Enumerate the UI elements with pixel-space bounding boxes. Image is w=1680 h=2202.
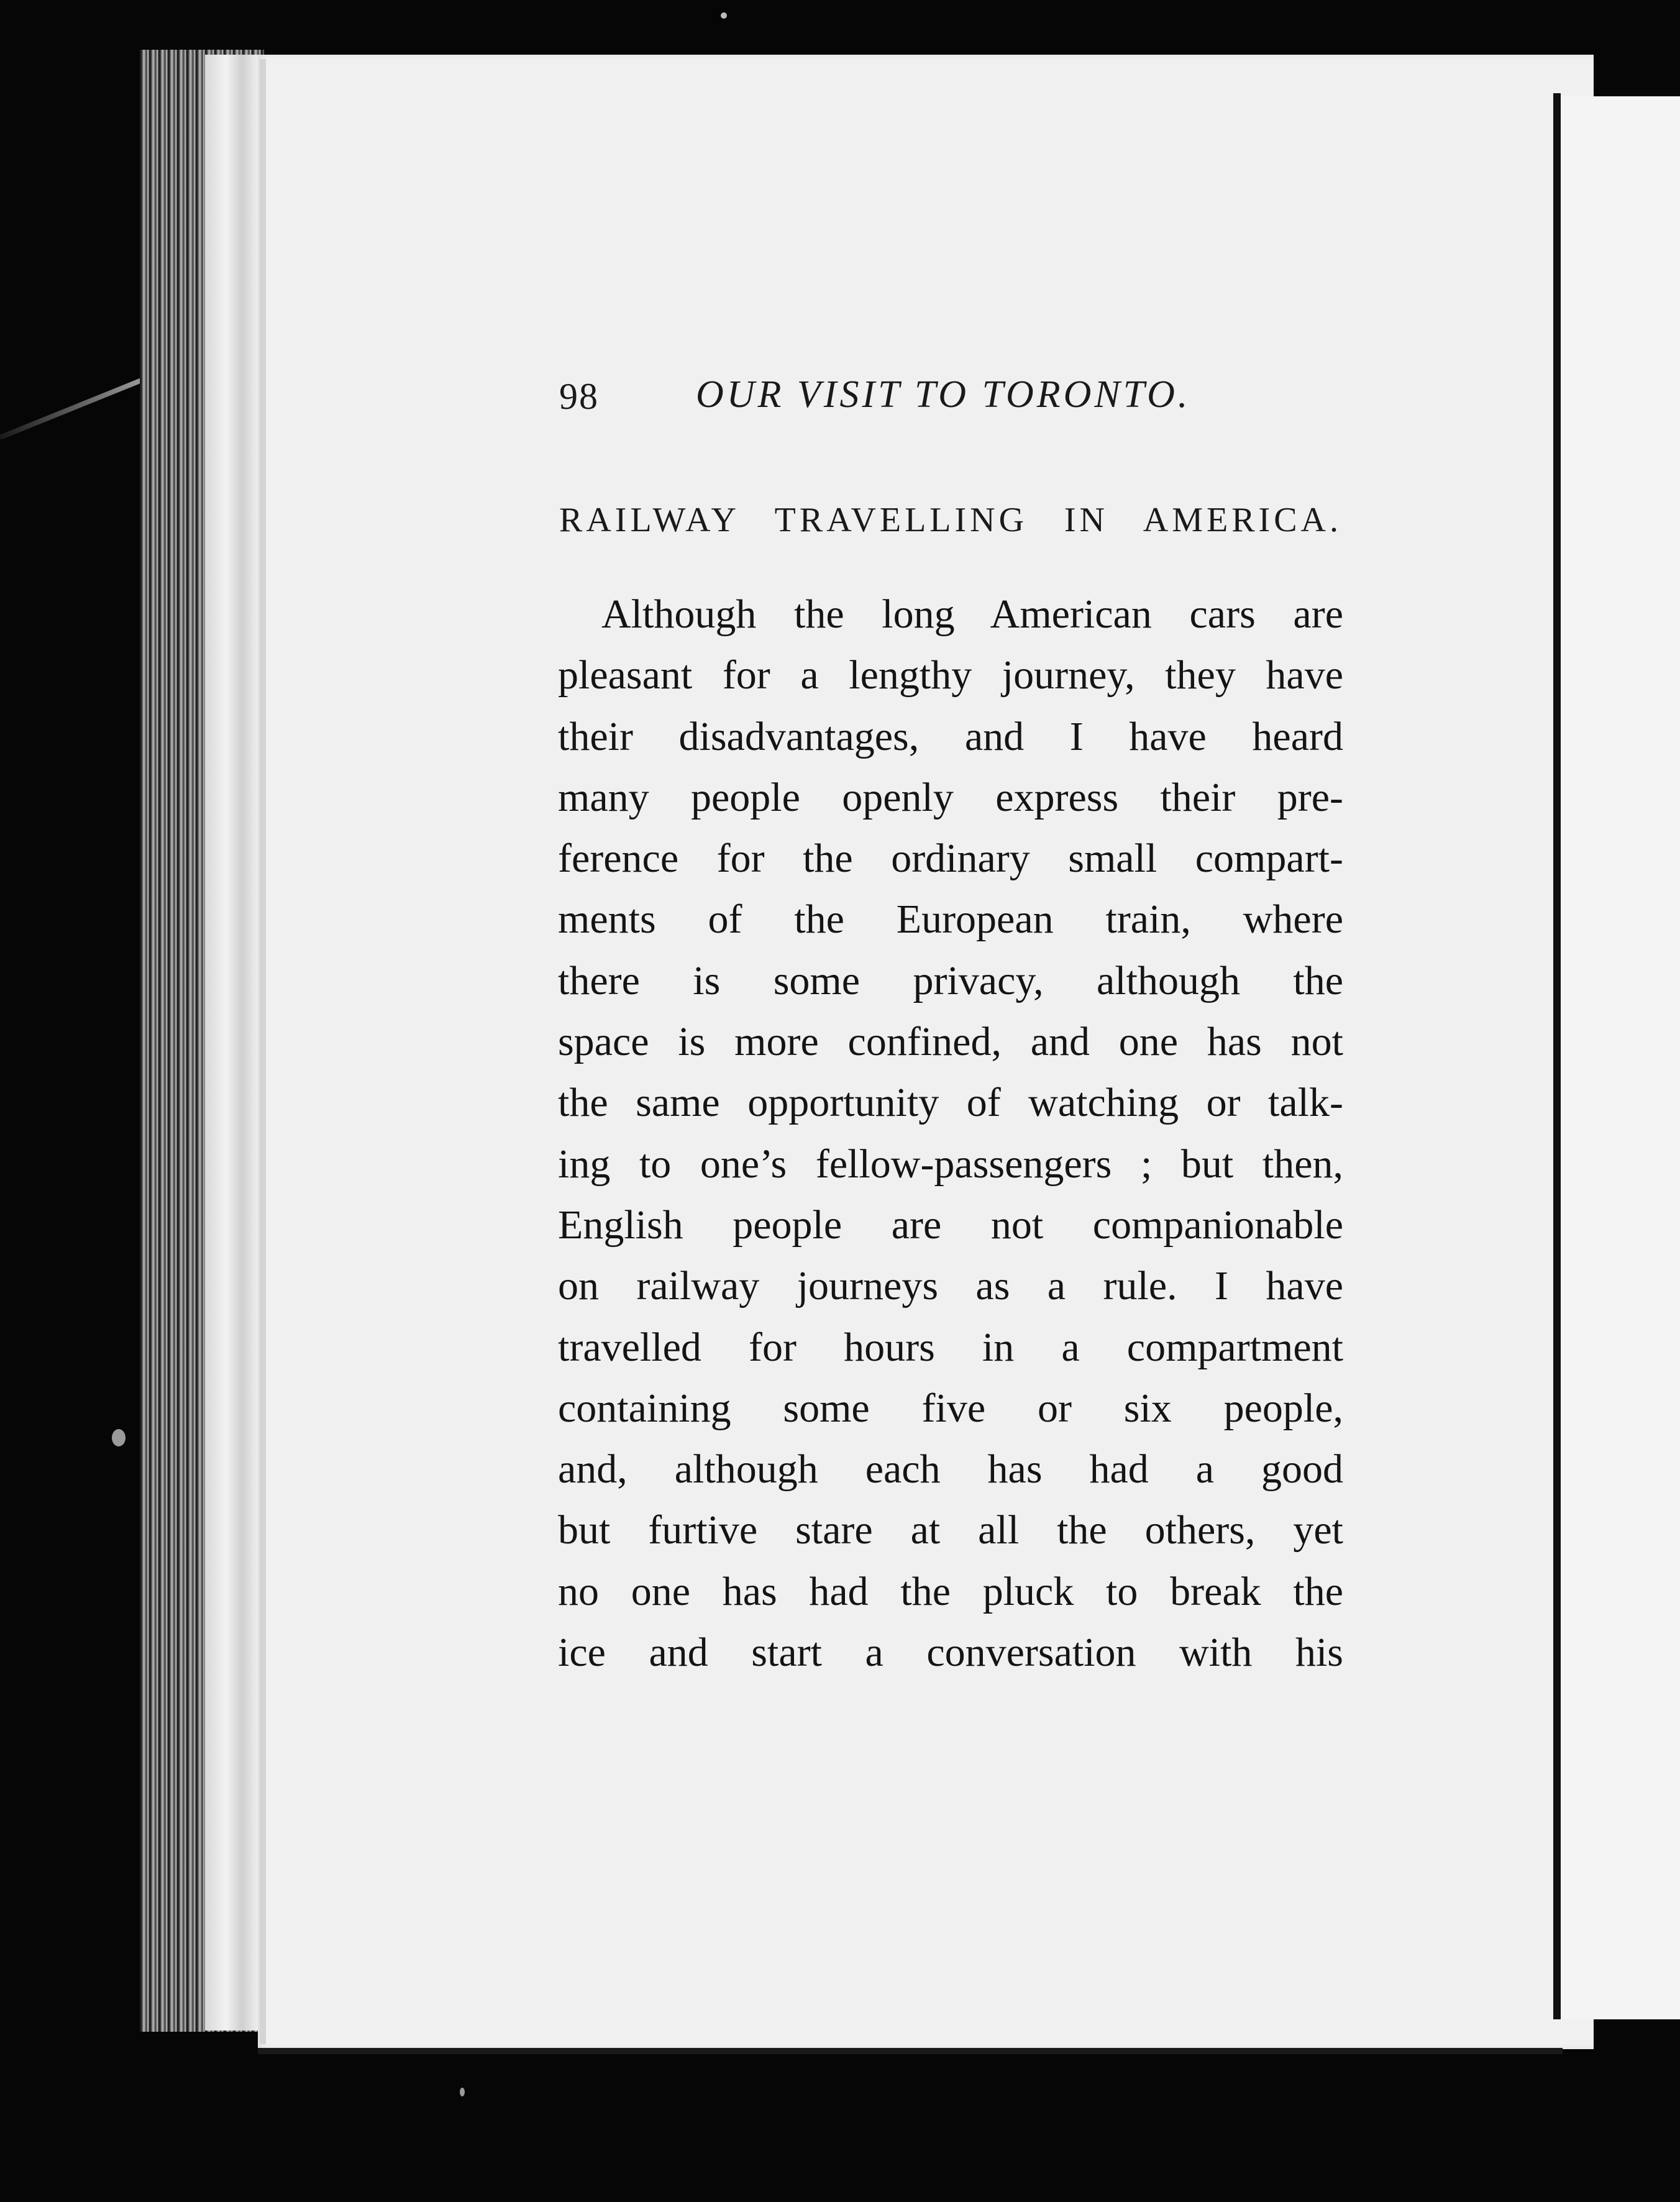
running-head xyxy=(559,373,1342,429)
scan-speck xyxy=(112,1429,126,1446)
text-line: Although the long American cars are xyxy=(601,592,1343,637)
text-line: no one has had the pluck to break the xyxy=(558,1568,1343,1614)
text-line: ing to one’s fellow-passengers ; but then, xyxy=(558,1141,1343,1187)
section-heading: RAILWAY TRAVELLING IN AMERICA. xyxy=(559,501,1342,539)
page-bottom-edge xyxy=(258,2048,1563,2054)
adjacent-page xyxy=(1561,96,1680,2019)
text-line: travelled for hours in a compartment xyxy=(558,1324,1343,1370)
running-title: OUR VISIT TO TORONTO. xyxy=(696,373,1191,416)
body-text xyxy=(558,584,1343,1683)
text-line: ference for the ordinary small compart- xyxy=(558,836,1343,882)
text-line: but furtive stare at all the others, yet xyxy=(558,1507,1343,1553)
text-line: there is some privacy, although the xyxy=(558,957,1343,1003)
page-left-edge xyxy=(260,59,266,2044)
text-line: and, although each has had a good xyxy=(558,1446,1343,1492)
text-line: their disadvantages, and I have heard xyxy=(558,713,1343,759)
text-line: containing some five or six people, xyxy=(558,1385,1343,1431)
text-line: on railway journeys as a rule. I have xyxy=(558,1263,1343,1309)
text-line: ice and start a conversation with his xyxy=(558,1630,1343,1676)
page-number: 98 xyxy=(559,376,599,417)
text-line: pleasant for a lengthy journey, they have xyxy=(558,652,1343,698)
text-line: space is more confined, and one has not xyxy=(558,1019,1343,1065)
book-gutter xyxy=(1553,93,1561,2019)
book-page-edges-inner xyxy=(205,55,258,2031)
text-line: ments of the European train, where xyxy=(558,897,1343,943)
scan-speck xyxy=(721,12,727,19)
text-line: English people are not companionable xyxy=(558,1202,1343,1248)
scan-speck xyxy=(460,2088,465,2096)
text-line: many people openly express their pre- xyxy=(558,774,1343,820)
text-line: the same opportunity of watching or talk- xyxy=(558,1080,1343,1126)
